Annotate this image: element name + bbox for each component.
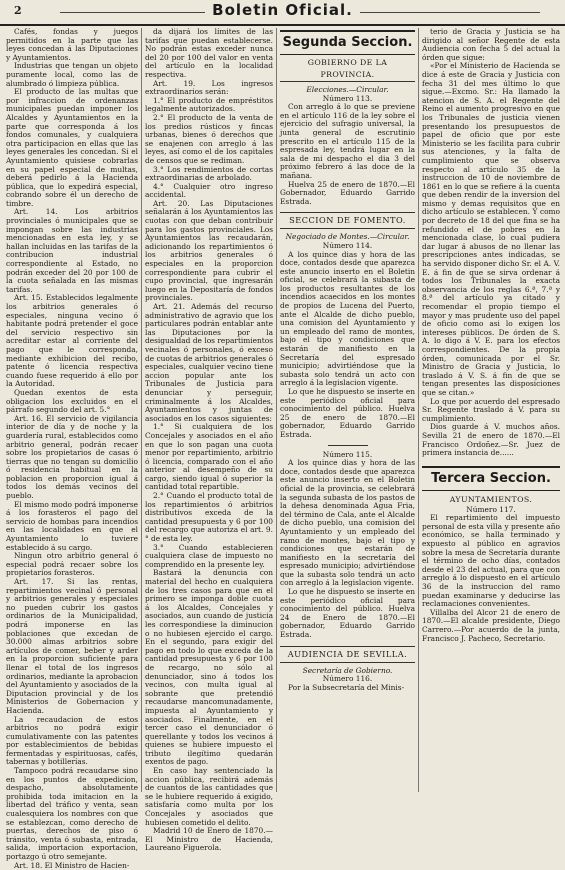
paragraph: 2.° Cuando el producto total de los repartimientos ó arbitrios distributivos exceda de la cantidad presupuesta y 6 por 100 del recargo que autoriza el art. 9.° de esta ley. [145,491,273,544]
header-rule-right [360,12,540,13]
gobierno-heading: GOBIERNO DE LA PROVINCIA. [280,57,415,82]
paragraph: Lo que he dispuesto se inserte en este periódico oficial para conocimiento del público. Huelva 25 de enero de 1870.—El gobernador, Eduardo Garrido Estrada. [280,387,415,439]
paragraph: Art. 14. Los arbitrios provinciales ó municipales que se impongan sobre las industrias mencionadas en esta ley, y se hallan incluidas en las tarifas de la contribucion industrial correspondiente al Estado, no podrán exceder del 20 por 100 de la cuota señalada en las mismas tarifas. [6,207,138,294]
reference-line: Secretaría de Gobierno. [302,665,393,675]
paragraph: 1.° Si cualquiera de los Concejales y asociados en el año en que lo son pagan una cuota menor por repartimiento, arbitrio ó licencia, comparado con el año anterior al desempeño de su cargo, siendo igual ó superior la cantidad total repartible. [145,422,273,492]
ayuntamientos-heading: AYUNTAMIENTOS. [449,494,533,504]
separator-rule [328,445,368,446]
column-divider [418,28,419,792]
paragraph: Por la Subsecretaría del Minis- [288,682,405,692]
paragraph: Art. 19. Los ingresos extraordinarios serán: [145,78,273,97]
notice-number: Número 115. [322,449,373,459]
paragraph: Lo que por acuerdo del espresado Sr. Regente traslado á V. para su cumplimiento. [422,396,560,423]
column-1 [6,27,138,870]
column-2 [145,27,273,853]
paragraph: El mismo modo podrá imponerse á los forasteros el pago del servicio de hombas para incendios en las localidades en que el Ayuntamiento lo tuviere establecido á su cargo. [6,499,138,552]
signature: Huelva 25 de enero de 1870.—El Gobernador, Eduardo Garrido Estrada. [280,179,415,206]
paragraph: 2.° El producto de la venta de los predios rústicos y fincas urbanas, bienes ó derechos que se enajenen con arreglo á las leyes, así como el de los capitales de censos que se rediman. [145,112,273,165]
paragraph: La recaudacion de estos arbitrios no podrá exigir cumulativamente con las patentes por establecimientos de bebidas fermentadas y espirituosas, cafés, tabernas y botillerías. [6,714,138,767]
column-divider [276,28,277,792]
paragraph: A los quince dias y hora de las doce, contados desde que aparezca este anuncio inserto en el Boletin oficial, se celebrará la subasta de los productos resultantes de los incendios acaecidos en los montes de propios de Lucena del Puerto, ante el Alcalde de dicho pueblo, una comision del Ayuntamiento y un empleado del ramo de montes, bajo el tipo y condiciones que estarán de manifiesto en la Secretaría del espresado municipio; advirtiéndose que la subasta solo tendrá un acto con arreglo á la legislacion vigente. [280,249,415,388]
paragraph: Dios guarde á V. muchos años. Sevilla 21 de enero de 1870.—El Francisco Ordoñez.—Sr. Juez de primera instancia de...... [422,422,560,458]
section-heading: Tercera Seccion. [422,466,560,491]
column-4 [422,28,560,792]
paragraph: 4.° Cualquier otro ingreso accidental. [145,181,273,200]
audiencia-heading: AUDIENCIA DE SEVILLA. [280,646,415,663]
paragraph: Art. 18. El Ministro de Hacien- [14,860,130,870]
page-header [0,0,565,26]
column-divider [141,28,142,792]
paragraph: da dijará los límites de las tarifas que puedan establecerse. No podrán estas exceder nunca del 20 por 100 del valor en venta del artículo en la localidad respectiva. [145,27,273,79]
fomento-heading: SECCION DE FOMENTO. [280,212,415,229]
paragraph: terio de Gracia y Justicia se ha dirigido al señor Regente de esta Audiencia con fecha 5 del actual la órden que sigue: [422,27,560,62]
section-heading: Segunda Seccion. [280,30,415,55]
paragraph: Art. 15. Establecidos legalmente los arbitrios generales ó especiales, ninguna vecino ó habitante podrá pretender el goce del servicio respectivo sin acreditar estar al corriente del pago que le corresponda, mediante exhibicion del recibo, patente ó licencia respectiva cuando fuese requerido á ello por la Autoridad. [6,293,138,389]
paragraph: 3.° Los rendimientos de cortas extraordinarias de arbolado. [145,164,273,183]
paragraph: Cafés, fondas y juegos permitidos en la parte que las leyes concedan á las Diputaciones y Ayuntamientos. [6,27,138,62]
reference-line: Elecciones.—Circular. [306,85,389,94]
column-3 [280,28,415,792]
paragraph: Art. 17. Si las rentas, repartimientos vecinal ó personal y arbitrios generales y especiales no pueden cubrir los gastos ordinarios de la Municipalidad, podrá imponerse en las poblaciones que excedan de 30.000 almas arbitrios sobre artículos de comer, beber y arder en la proporcion suficiente para llenar el total de los ingresos ordinarios, mediante la aprobacion del Ayuntamiento y asociados de la Diputacion provincial y de los Ministerios de Gobernacion y Hacienda. [6,577,138,715]
paragraph: Lo que he dispuesto se inserte en este periódico oficial para conocimiento del público. Huelva 24 de Enero de 1870.—El gobernador, Eduardo Garrido Estrada. [280,587,415,640]
paragraph: 3.° Cuando establecieren cualquiera clase de impuesto no comprendido en la presente ley. [145,542,273,569]
paragraph: Ningun otro arbitrio general ó especial podrá recaer sobre los propietarios forasteros. [6,551,138,578]
paragraph: Madrid 10 de Enero de 1870.—El Ministro de Hacienda, Laureano Figuerola. [145,826,273,853]
paragraph: El repartimiento del impuesto personal de esta villa y presente año económico, se halla terminado y expuesto al público en agravios sobre la mesa de Secretaría durante el término de ocho días, contados desde el 23 del actual, para que con arreglo á lo dispuesto en el artículo 36 de la instruccion del ramo puedan examinarse y deducirse las reclamaciones convenientes. [422,513,560,609]
paragraph: Con arreglo á lo que se previene en el artículo 116 de la ley sobre el ejercicio del sufragio universal, la junta general de escrutinio prescrito en el artículo 115 de la espresada ley, tendrá lugar en la sala de mi despacho el dia 3 del próximo febrero á las doce de la mañana. [280,102,415,180]
paragraph: Art. 16. El servicio de vigilancia interior de día y de noche y la guardería rural, establecidos como arbitrio general, podrán recaer sobre los propietarios de casas ó tierras que no tengan su domicilio ó residencia habitual en la poblacion en proporcion igual á todos los demás vecinos del pueblo. [6,413,138,501]
notice-number: Número 117. [466,504,516,514]
paragraph: Bastará la denuncia con material del hecho en cualquiera de los tres casos para que en el primero se imponga doble cuota á los Alcaldes, Concejales y asociados, aun cuando de justicia les correspondiese la diminucion o no hubiesen ejercido el cargo. En el segundo, para exigir del pago en todo lo que exceda de la cantidad presupuesta y 6 por 100 de recargo, no sólo al denunciador, sino á todos los vecinos, con multa igual al sobrante que pretendió recaudarse mancomunadamente, impuesta al Ayuntamiento y asociados. Finalmente, en el tercer caso el denunciador ó querellante y todos los vecinos á quienes se hubiere impuesto el tributo ilegítimo quedarán exentos de pago. [145,568,273,767]
notice-number: Número 116. [322,674,373,684]
paragraph: El producto de las multas que por infraccion de ordenanzas municipales puedan imponer los Alcaldes y Ayuntamientos en la parte que corresponda á los fondos comunales, y cualquiera otra participacion en ellas que las leyes generales les concedan. Si el Ayuntamiento quisiese cobrarlas en su papel especial de multas, deberá pedirlo á la Hacienda pública, que lo expedirá especial, cobrando sobre él un derecho de timbre. [6,87,138,208]
paragraph: A los quince dias y hora de las doce, contados desde que aparezca este anuncio inserto en el Boletin oficial de la provincia, se celebrará la segunda subasta de los pastos de la dehesa denominada Agua Fria, del término de Cala, ante el Alcalde de dicho pueblo, una comision del Ayuntamiento y un empleado del ramo de montes, bajo el tipo y condiciones que estarán de manifiesto en la secretaría del espresado municipio; advirtiéndose que la subasta solo tendrá un acto con arreglo á la legislacion vigente. [280,458,415,588]
paragraph: «Por el Ministerio de Hacienda se dice á este de Gracia y Justicia con fecha 31 del mes último lo que sigue.—Excmo. Sr.: Ha llamado la atencion de S. A. el Regente del Reino el aumento progresivo en que los Tribunales de justicia vienen presentando los presupuestos de papel de oficio que por este Ministerio se les facilita para cubrir sus atenciones, y la falta de cumplimiento que se observa respecto al artículo 35 de la instruccion de 10 de noviembre de 1861 en lo que se refiere á la cuenta que deben rendir de la inversion del mismo y demas requisitos que en dicho artículo se establecen. Y como por decreto de 18 del que fina se ha refundido el de pobres en la mencionada clase, lo cual pudiera dar lugar á abusos de no llenar las prescripciones antes indicadas, se ha servido disponer dicho Sr. el A. V. E. á fin de que se sirva ordenar á todos los Tribunales la exacta observancia de los reglas 6.ª, 7.ª y 8.ª del artículo ya citado y recomendar el propio tiempo el mayor y mas prudente uso del papel de oficio como asi lo exigen los intereses públicos. De órden de S. A. lo digo á V. E. para los efectos correspondientes. De la propia órden, comunicada por el Sr. Ministro de Gracia y Justicia, lo traslado á V. S. á fin de que se tengan presentes las disposiciones que se citan.» [422,61,560,397]
page-number: 2 [14,4,22,17]
paragraph: En caso hay sentenciado la accion pública, recibirá además de cuantos de las cantidades que se le hubiere requerido á exigido, satisfaría como multa por los Concejales y asociados que hubiesen cometido el delito. [145,766,273,827]
paragraph: 1.° El producto de empréstitos legalmente autorizados. [145,95,273,114]
signature: Villalba del Alcor 21 de enero de 1870.—El alcalde presidente, Diego Carrero.—Por acuerdo de la junta, Francisco J. Pacheco, Secretario. [422,607,560,643]
paragraph: Industrias que tengan un objeto puramente local, como las de alumbrado ó limpieza pública. [6,61,138,88]
notice-number: Número 113. [322,93,373,103]
paragraph: Tampoco podrá recaudarse sino en los puntos de expedicion, despacho, absolutamente prohibida toda imitacion en la libertad del tráfico y venta, sean cualesquiera los nombres con que se establezcan, como derecho de puertas, derechos de piso ó tránsito, venta ó subasta, entrada, salida, importacion exportacion, portazgo ú otro semejante. [6,766,138,861]
paragraph: Quedan exentos de esta obligacion los excluidos en el párrafo segundo del art. 5.° [6,387,138,415]
paragraph: Art. 20. Las Diputaciones señalarán á los Ayuntamientos las cuotas con que deban contribuir para los gastos provinciales. Los Ayuntamientos las recaudarán, adicionando los repartimientos ó los arbitrios generales ó especiales en la proporcion correspondiente para cubrir el cupo provincial, que ingresarán luego en la Depositaría de fondos provinciales. [145,198,273,303]
notice-number: Número 114. [322,240,373,250]
paragraph: Art. 21. Además del recurso administrativo de agravio que los particulares podrán entablar ante las Diputaciones por la desigualdad de los repartimientos vecinales ó personales, ó exceso de cuotas de arbitrios generales ó especiales, cualquier vecino tiene accion popular ante los Tribunales de Justicia para denunciar y perseguir, criminalmente á los Alcaldes, Ayuntamientos y juntas de asociados en los casos siguientes: [145,302,273,423]
reference-line: Negociado de Montes.—Circular. [285,232,410,242]
newspaper-title: Boletin Oficial. [212,1,353,19]
